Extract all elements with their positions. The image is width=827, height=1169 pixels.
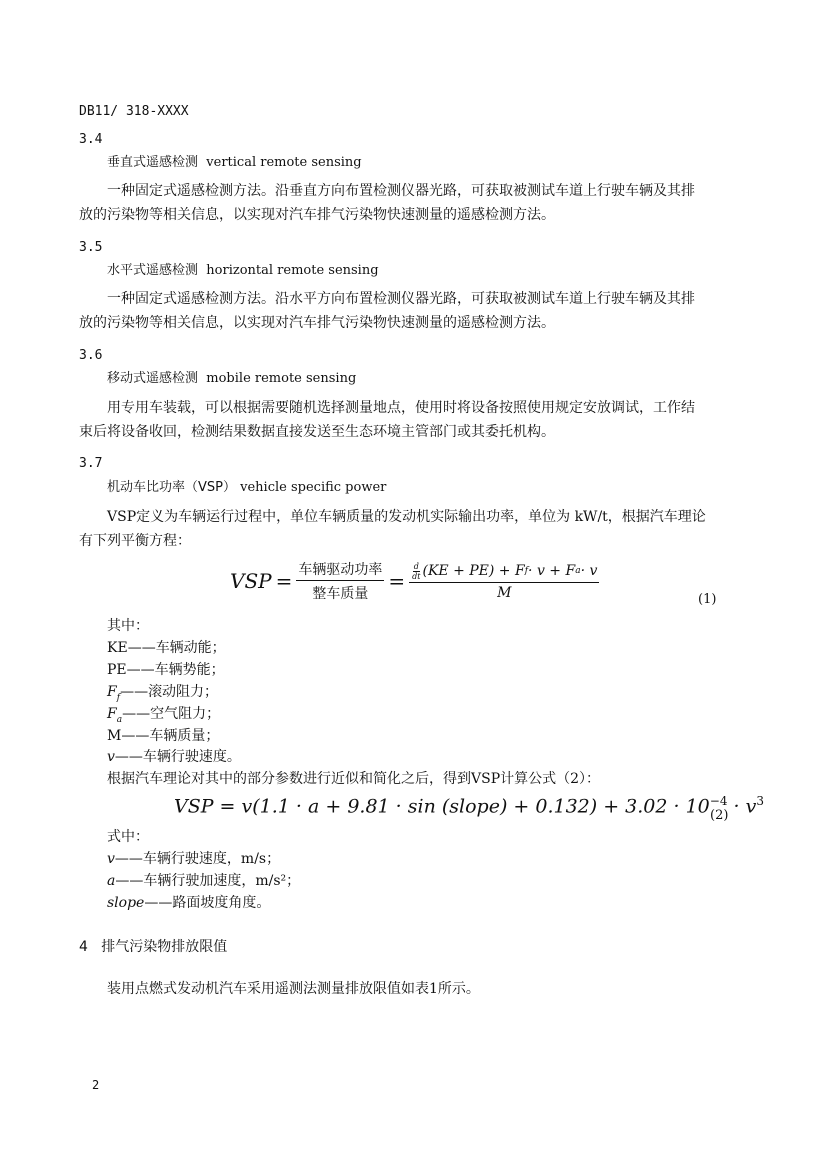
definition-line: 用专用车装载，可以根据需要随机选择测量地点，使用时将设备按照使用规定安放调试，工作结 [107, 400, 695, 416]
term-en: vertical remote sensing [206, 155, 362, 170]
symbol: v [107, 851, 115, 867]
eq2-main: VSP = v(1.1 · a + 9.81 · sin (slope) + 0.132) + 3.02 · 10 [174, 795, 710, 818]
section-number: 3.5 [79, 240, 103, 255]
eq1-fraction-cn [296, 559, 384, 603]
definition-line: 有下列平衡方程： [79, 533, 191, 549]
term-en: mobile remote sensing [206, 371, 357, 386]
term-cn: 移动式遥感检测 [107, 371, 199, 386]
where-item [107, 892, 270, 912]
symbol-desc: ——路面坡度角度。 [144, 895, 271, 911]
term-heading [107, 259, 379, 278]
derive-text: 根据汽车理论对其中的部分参数进行近似和简化之后，得到VSP计算公式（2）： [107, 771, 601, 787]
definition-line: 放的污染物等相关信息，以实现对汽车排气污染物快速测量的遥感检测方法。 [79, 207, 555, 223]
equation-2 [174, 794, 764, 817]
eq1-equals: = [275, 569, 293, 593]
symbol-desc: ——车辆势能； [126, 662, 225, 678]
eq1-dt: dt [412, 571, 421, 581]
eq1-rhs-denominator: M [497, 584, 512, 601]
term-heading [107, 151, 362, 170]
chapter-title: 排气污染物排放限值 [101, 939, 228, 955]
symbol-desc: ——车辆动能； [127, 640, 226, 656]
eq1-sub-a: a [575, 566, 581, 576]
symbol: a [107, 873, 116, 889]
eq1-sub-f: f [524, 566, 529, 576]
symbol: F [107, 684, 117, 700]
definition-line: 一种固定式遥感检测方法。沿垂直方向布置检测仪器光路，可获取被测试车道上行驶车辆及其排 [107, 183, 695, 199]
where-item [107, 637, 226, 657]
section-number: 3.7 [79, 456, 103, 471]
eq1-denominator: 整车质量 [312, 586, 369, 602]
eq1-lhs: VSP [230, 569, 272, 593]
symbol-sub: a [116, 714, 123, 725]
term-en: vehicle specific power [240, 480, 387, 495]
section-number: 3.4 [79, 132, 103, 147]
where-item [107, 659, 225, 679]
symbol-desc: ——车辆行驶加速度，m/s²； [115, 873, 301, 889]
chapter-heading [79, 936, 227, 956]
equation-number: (1) [698, 592, 717, 607]
eq1-fraction-physics [409, 562, 599, 601]
eq1-rhs-mid: · v + F [528, 563, 576, 579]
eq1-derivative [411, 562, 421, 581]
symbol-desc: ——空气阻力； [122, 706, 221, 722]
where-intro: 其中： [107, 618, 149, 634]
term-cn: 机动车比功率（VSP） [107, 480, 236, 495]
term-heading [107, 476, 386, 495]
term-cn: 水平式遥感检测 [107, 263, 199, 278]
chapter-number: 4 [79, 939, 88, 955]
where-item [107, 746, 241, 766]
symbol: M [107, 728, 122, 744]
symbol-desc: ——滚动阻力； [120, 684, 219, 700]
where-item [107, 870, 300, 890]
where-intro: 式中： [107, 829, 149, 845]
section-number: 3.6 [79, 348, 103, 363]
eq1-rhs-numerator [409, 562, 599, 583]
definition-line: 束后将设备收回，检测结果数据直接发送至生态环境主管部门或其委托机构。 [79, 424, 555, 440]
term-en: horizontal remote sensing [206, 263, 379, 278]
symbol-sub: f [116, 692, 121, 703]
where-item [107, 848, 280, 868]
term-cn: 垂直式遥感检测 [107, 155, 199, 170]
equation-number: (2) [710, 808, 729, 823]
equation-1 [230, 556, 599, 606]
eq1-rhs-part: (KE + PE) + F [422, 563, 525, 579]
eq2-tail: · v [727, 795, 757, 818]
page-number: 2 [92, 1078, 100, 1092]
definition-line: 一种固定式遥感检测方法。沿水平方向布置检测仪器光路，可获取被测试车道上行驶车辆及其排 [107, 291, 695, 307]
definition-line: 放的污染物等相关信息，以实现对汽车排气污染物快速测量的遥感检测方法。 [79, 315, 555, 331]
symbol: v [107, 749, 115, 765]
symbol: slope [107, 895, 145, 911]
where-item [107, 725, 219, 745]
where-item [107, 681, 218, 703]
document-code: DB11/ 318-XXXX [79, 104, 189, 119]
symbol: KE [107, 640, 128, 656]
eq1-d: d [413, 561, 419, 571]
symbol-desc: ——车辆行驶速度。 [114, 749, 241, 765]
chapter-body: 装用点燃式发动机汽车采用遥测法测量排放限值如表1所示。 [107, 981, 480, 997]
symbol-desc: ——车辆行驶速度，m/s； [114, 851, 281, 867]
symbol-desc: ——车辆质量； [121, 728, 220, 744]
symbol: F [107, 706, 117, 722]
term-heading [107, 367, 356, 386]
symbol: PE [107, 662, 127, 678]
where-item [107, 703, 220, 725]
definition-line: VSP定义为车辆运行过程中，单位车辆质量的发动机实际输出功率，单位为 kW/t，根据汽车理论 [107, 509, 706, 525]
eq1-equals-2: = [388, 569, 406, 593]
eq1-rhs-end: · v [580, 563, 598, 579]
eq2-exp2: 3 [756, 794, 764, 808]
eq1-numerator: 车辆驱动功率 [296, 559, 384, 581]
eq2-exp1: −4 [709, 794, 728, 808]
